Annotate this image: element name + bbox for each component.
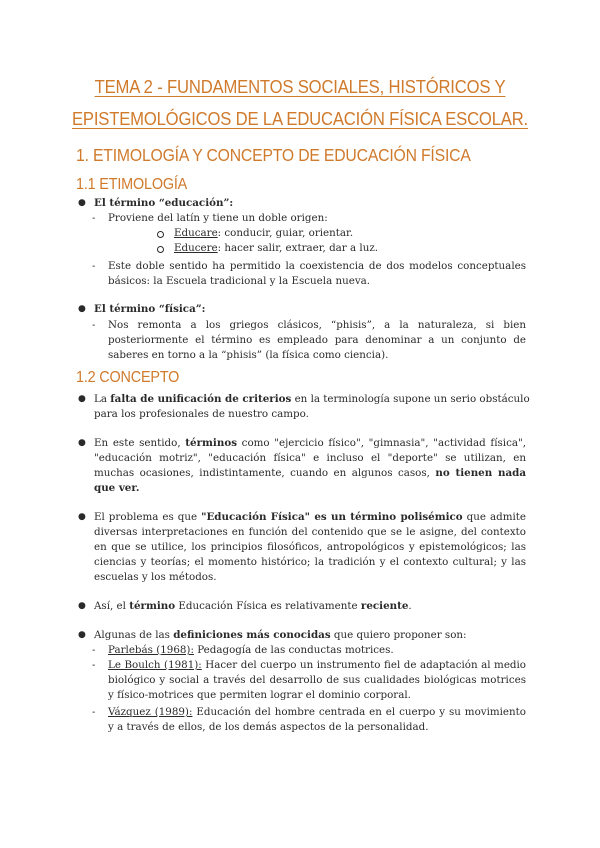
terms-line3: muchas ocasiones, indistintamente, cuando en algunos casos, no tienen nada bbox=[94, 467, 527, 479]
definition-vazquez-line1: Vázquez (1989): Educación del hombre centrada en el cuerpo y su movimiento bbox=[108, 706, 526, 718]
polysemic-line5: escuelas y los métodos. bbox=[94, 571, 217, 583]
bullet-icon: ● bbox=[78, 198, 86, 208]
bullet-icon: ● bbox=[78, 304, 86, 314]
phisis-line2: posteriormente el término es empleado para denominar a un conjunto de bbox=[108, 334, 526, 346]
bullet-icon: ● bbox=[78, 601, 86, 611]
polysemic-line1: El problema es que "Educación Física" es un término polisémico que admite bbox=[94, 511, 526, 523]
polysemic-line3: en que se utilice, los principios filosóficos, antropológicos y epistemológicos; las bbox=[94, 541, 526, 553]
terms-line1: En este sentido, términos como "ejercicio físico", "gimnasia", "actividad física", bbox=[94, 437, 526, 449]
definition-parlebas: Parlebás (1968): Pedagogía de las conductas motrices. bbox=[108, 644, 394, 656]
polysemic-line4: ciencias y teorías; el momento histórico; la tradición y el contexto cultural; y las bbox=[94, 556, 526, 568]
origin-text: Proviene del latín y tiene un doble origen: bbox=[108, 212, 328, 224]
term-fisica: El término “física”: bbox=[94, 303, 206, 315]
double-sense-line2: básicos: la Escuela tradicional y la Escuela nueva. bbox=[108, 275, 371, 287]
definition-vazquez-line2: y a través de ellos, de los demás aspectos de la personalidad. bbox=[108, 721, 429, 733]
bullet-icon: ● bbox=[78, 438, 86, 448]
bullet-icon: ● bbox=[78, 630, 86, 640]
definition-leboulch-line1: Le Boulch (1981): Hacer del cuerpo un instrumento fiel de adaptación al medio bbox=[108, 659, 527, 671]
terms-line4: que ver. bbox=[94, 482, 140, 494]
polysemic-line2: diversas interpretaciones en función del contenido que se le asigne, del contexto bbox=[94, 526, 526, 538]
phisis-line3: saberes en torno a la “phisis” (la física como ciencia). bbox=[108, 349, 389, 361]
educare-item: Educare: conducir, guiar, orientar. bbox=[174, 227, 354, 239]
section-1-heading: 1. ETIMOLOGÍA Y CONCEPTO DE EDUCACIÓN FÍSICA bbox=[76, 145, 471, 165]
doc-title-line1: TEMA 2 - FUNDAMENTOS SOCIALES, HISTÓRICOS Y bbox=[94, 76, 506, 97]
definition-leboulch-line3: y físico-motrices que permiten lograr el dominio corporal. bbox=[108, 689, 411, 701]
educere-item: Educere: hacer salir, extraer, dar a luz. bbox=[174, 242, 379, 254]
circle-bullet-icon bbox=[157, 246, 164, 253]
criteria-line2: para los profesionales de nuestro campo. bbox=[94, 408, 309, 420]
dash-icon: - bbox=[92, 261, 96, 272]
bullet-icon: ● bbox=[78, 512, 86, 522]
section-1-1-heading: 1.1 ETIMOLOGÍA bbox=[76, 176, 188, 193]
dash-icon: - bbox=[92, 320, 96, 331]
criteria-line1: La falta de unificación de criterios en la terminología supone un serio obstáculo bbox=[94, 393, 530, 405]
dash-icon: - bbox=[92, 645, 96, 656]
dash-icon: - bbox=[92, 707, 96, 718]
bullet-icon: ● bbox=[78, 394, 86, 404]
definitions-intro: Algunas de las definiciones más conocidas que quiero proponer son: bbox=[94, 629, 467, 641]
definition-leboulch-line2: biológico y social a través del desarrollo de sus cualidades biológicas motrices bbox=[108, 674, 526, 686]
dash-icon: - bbox=[92, 660, 96, 671]
term-educacion: El término “educación”: bbox=[94, 197, 234, 209]
phisis-line1: Nos remonta a los griegos clásicos, “phisis”, a la naturaleza, si bien bbox=[108, 319, 526, 331]
double-sense-line1: Este doble sentido ha permitido la coexistencia de dos modelos conceptuales bbox=[108, 260, 526, 272]
recent-term-line: Así, el término Educación Física es relativamente reciente. bbox=[94, 600, 412, 612]
dash-icon: - bbox=[92, 213, 96, 224]
section-1-2-heading: 1.2 CONCEPTO bbox=[76, 369, 180, 386]
circle-bullet-icon bbox=[157, 231, 164, 238]
terms-line2: "educación motriz", "educación física" e incluso el "deporte" se utilizan, en bbox=[94, 452, 526, 464]
doc-title-line2: EPISTEMOLÓGICOS DE LA EDUCACIÓN FÍSICA ESCOLAR. bbox=[71, 108, 528, 129]
